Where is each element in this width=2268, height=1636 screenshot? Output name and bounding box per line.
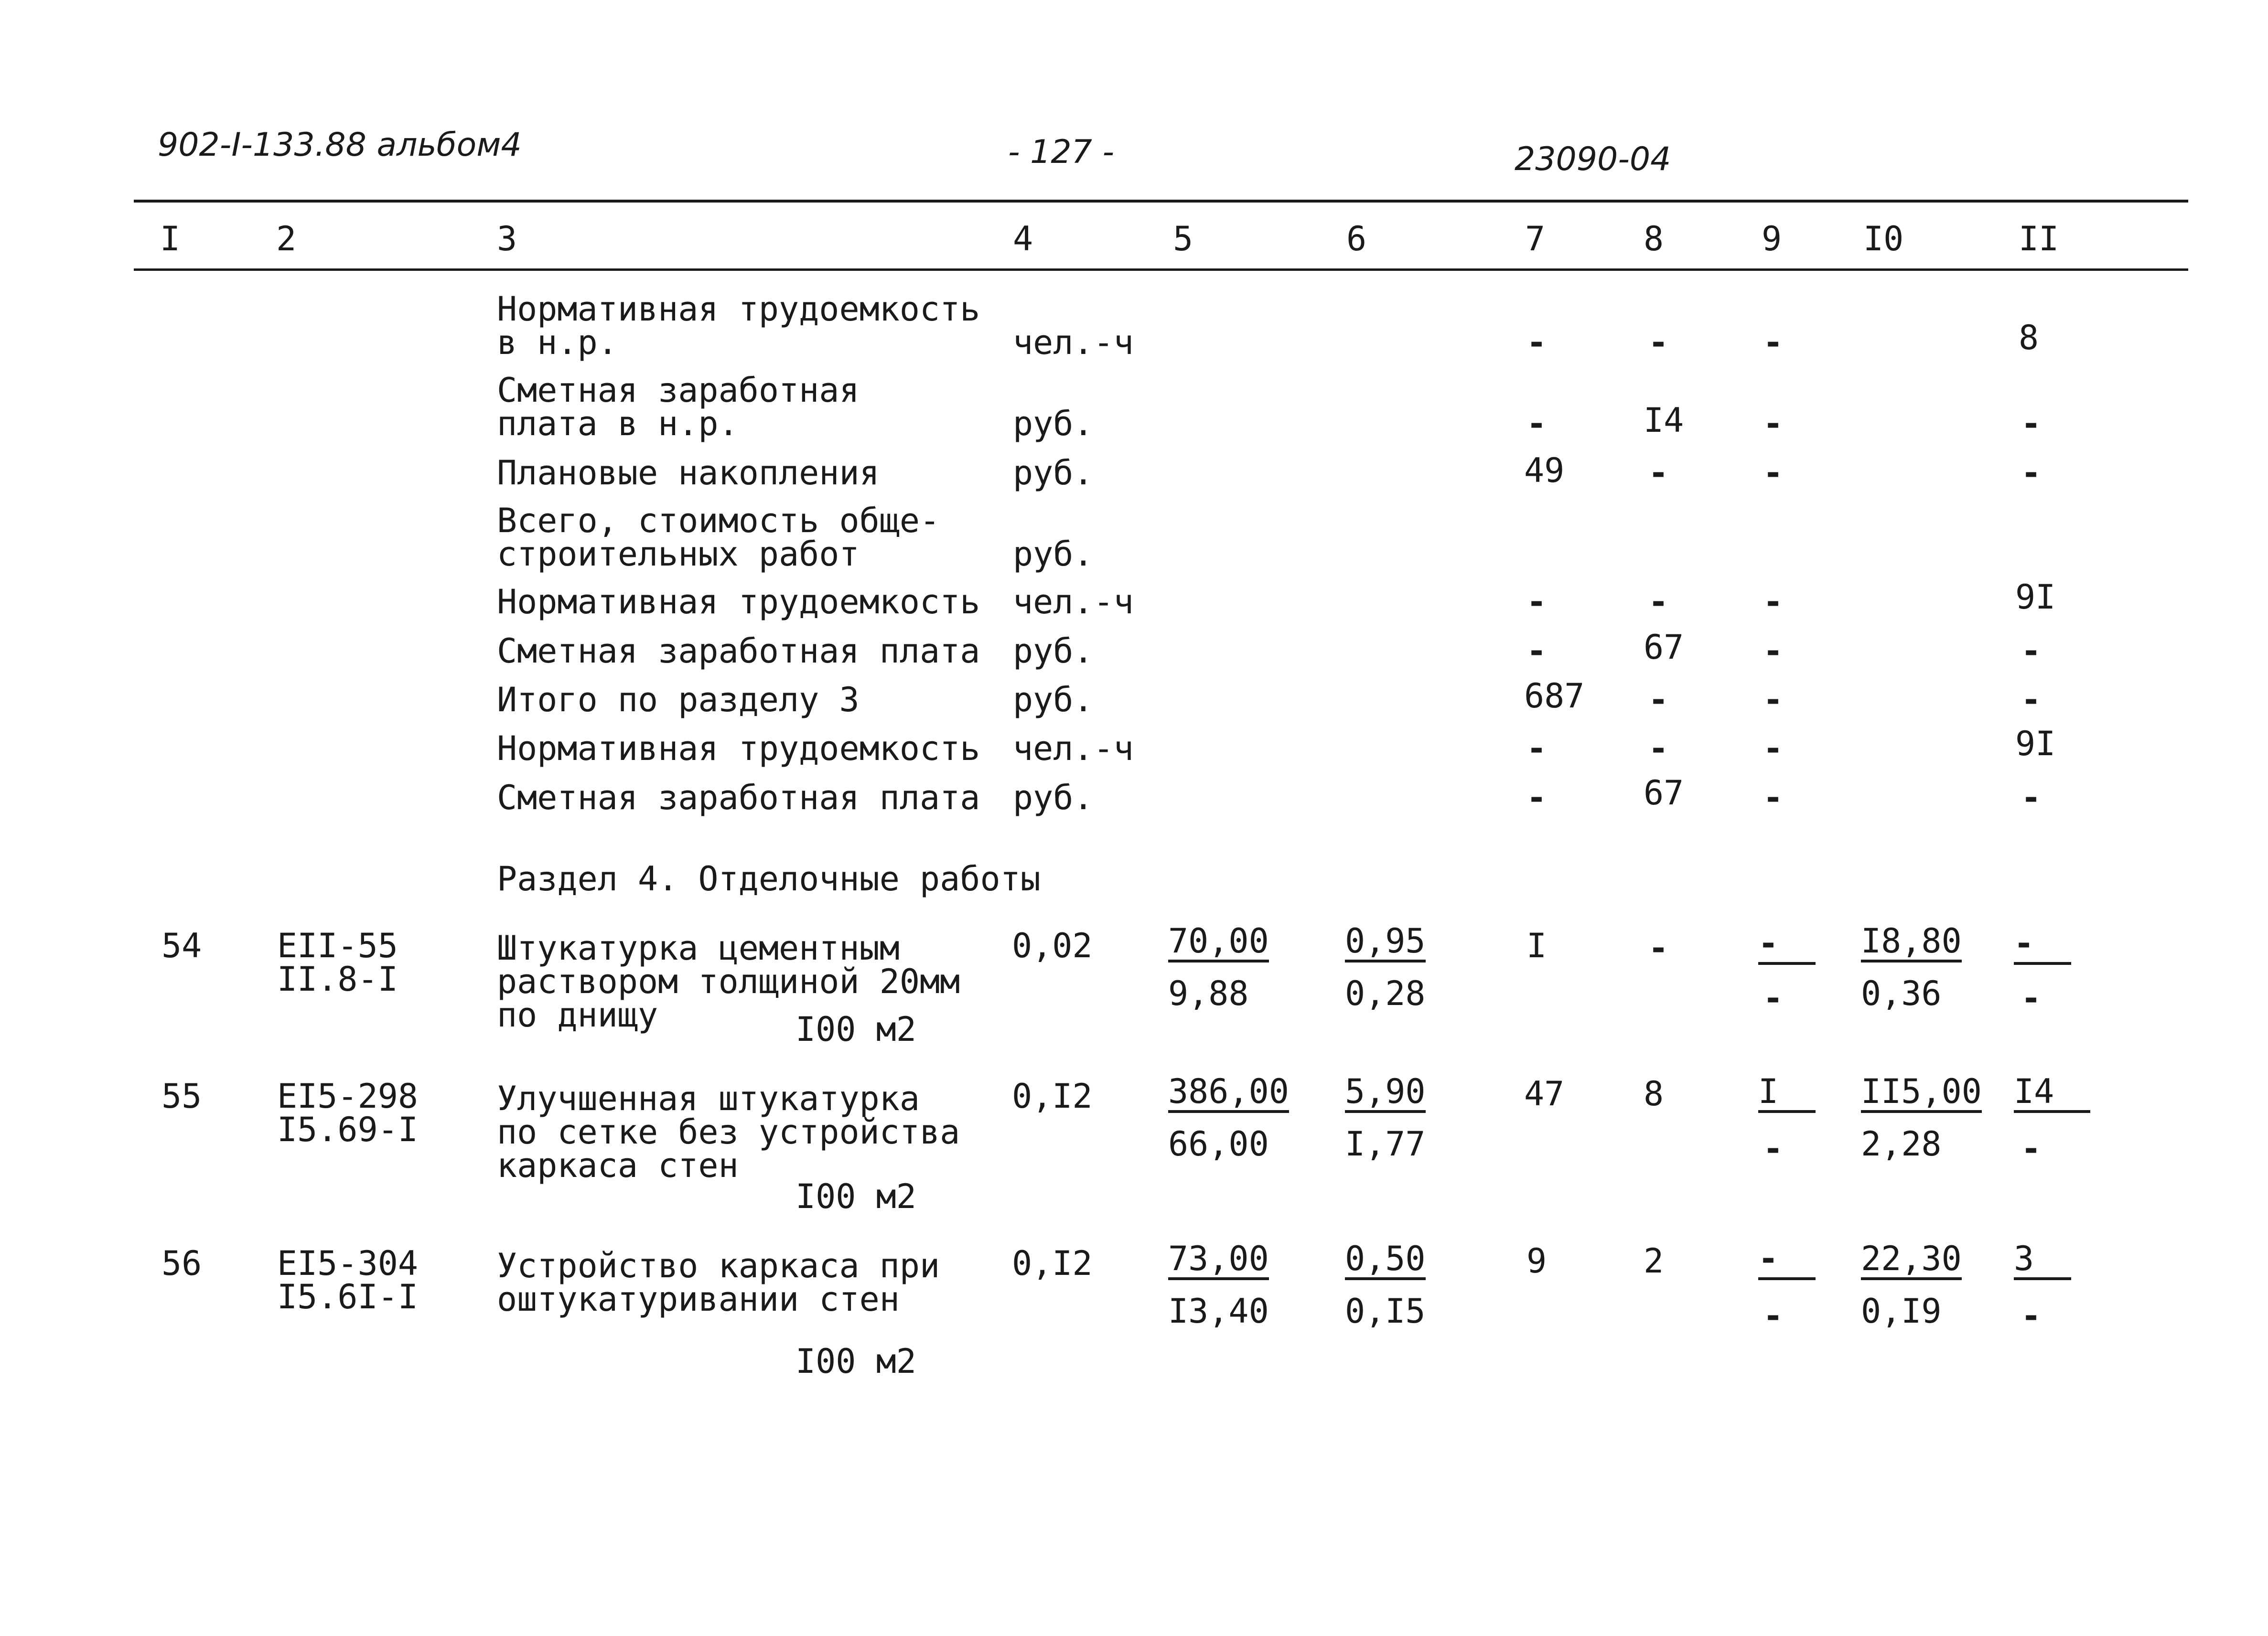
item-col9-bottom: - [1763,1129,1784,1168]
item-description: Устройство каркаса при [497,1246,940,1285]
item-number: 55 [161,1077,202,1116]
doc-code: 902-I-133.88 альбом4 [158,126,522,164]
item-code: EI5-304 [277,1244,419,1283]
item-quantity: 0,I2 [1012,1077,1093,1116]
item-unit: I00 м2 [795,1010,916,1049]
item-col11-bottom: - [2021,979,2042,1018]
summary-label: Нормативная трудоемкость [497,729,980,768]
item-col10-top: 22,30 [1861,1242,1962,1280]
summary-col7: - [1526,404,1547,443]
item-col8: - [1648,929,1669,968]
item-description: по днищу [497,995,658,1035]
item-col10-top: I8,80 [1861,924,1962,962]
summary-unit: руб. [1013,404,1094,443]
item-col11-top: I4 [2014,1075,2090,1113]
item-code: EI5-298 [277,1077,419,1116]
summary-col7: - [1526,778,1547,817]
summary-col11: - [2021,404,2042,443]
summary-col8: I4 [1644,401,1684,440]
summary-col7: - [1526,323,1547,362]
summary-unit: чел.-ч [1013,729,1134,768]
item-col5-bottom: I3,40 [1168,1292,1269,1331]
header-bottom-rule [134,268,2188,271]
item-quantity: 0,I2 [1012,1244,1093,1283]
item-col10-top: II5,00 [1861,1075,1982,1113]
item-col6-top: 0,95 [1345,924,1426,962]
summary-col8: - [1648,680,1669,719]
item-description: оштукатуривании стен [497,1280,900,1319]
summary-label: в н.р. [497,323,618,362]
item-col9-bottom: - [1763,979,1784,1018]
summary-label: Сметная заработная [497,371,860,410]
summary-col9: - [1763,680,1784,719]
item-col6-top: 0,50 [1345,1242,1426,1280]
item-code: II.8-I [277,960,398,999]
item-unit: I00 м2 [795,1342,916,1381]
summary-col11: - [2021,631,2042,671]
summary-col7: 687 [1524,676,1585,716]
summary-col7: - [1526,631,1547,671]
summary-col8: - [1648,453,1669,492]
summary-col9: - [1763,582,1784,621]
page-number: - 127 - [1008,133,1115,171]
summary-label: Итого по разделу 3 [497,680,860,719]
summary-col11: 8 [2019,318,2039,357]
summary-label: Сметная заработная плата [497,778,980,817]
summary-label: плата в н.р. [497,404,739,443]
item-col7: 47 [1524,1074,1565,1113]
col-header: I [160,219,181,258]
summary-col9: - [1763,323,1784,362]
header-top-rule [134,200,2188,203]
summary-col11: 9I [2015,577,2056,617]
summary-col8: - [1648,323,1669,362]
item-code: I5.6I-I [277,1277,419,1316]
summary-col7: 49 [1524,451,1565,490]
item-col9-top: - [1758,1242,1816,1280]
summary-label: Сметная заработная плата [497,631,980,671]
summary-unit: чел.-ч [1013,582,1134,621]
summary-unit: руб. [1013,535,1094,574]
summary-col7: - [1526,582,1547,621]
item-col11-top: 3 [2014,1242,2071,1280]
summary-col8: - [1648,582,1669,621]
item-col6-bottom: 0,28 [1345,974,1426,1013]
item-col10-bottom: 0,I9 [1861,1292,1942,1331]
summary-col9: - [1763,778,1784,817]
item-description: Улучшенная штукатурка [497,1079,920,1118]
item-number: 56 [161,1244,202,1283]
summary-label: Нормативная трудоемкость [497,582,980,621]
item-col9-bottom: - [1763,1296,1784,1336]
item-col9-top: I [1758,1075,1816,1113]
item-col10-bottom: 2,28 [1861,1124,1942,1164]
item-code: I5.69-I [277,1110,419,1149]
col-header: 7 [1525,219,1546,258]
item-col5-bottom: 66,00 [1168,1124,1269,1164]
summary-label: строительных работ [497,535,860,574]
summary-col9: - [1763,453,1784,492]
item-col6-top: 5,90 [1345,1075,1426,1113]
item-description: Штукатурка цементным [497,929,900,968]
section-title: Раздел 4. Отделочные работы [497,859,1041,898]
col-header: 9 [1762,219,1782,258]
item-col11-bottom: - [2021,1129,2042,1168]
item-description: каркаса стен [497,1146,739,1185]
col-header: 8 [1644,219,1664,258]
summary-unit: руб. [1013,631,1094,671]
item-col5-top: 73,00 [1168,1242,1269,1280]
item-quantity: 0,02 [1012,926,1093,965]
item-col7: I [1526,926,1547,965]
summary-label: Нормативная трудоемкость [497,289,980,329]
summary-col11: - [2021,680,2042,719]
item-col11-bottom: - [2021,1296,2042,1336]
col-header: 3 [497,219,517,258]
summary-unit: чел.-ч [1013,323,1134,362]
item-col8: 8 [1644,1074,1664,1113]
item-col5-top: 386,00 [1168,1075,1289,1113]
item-description: по сетке без устройства [497,1112,960,1152]
summary-col9: - [1763,729,1784,768]
item-col9-top: - [1758,927,1816,965]
summary-col7: - [1526,729,1547,768]
col-header: I0 [1863,219,1904,258]
item-col5-top: 70,00 [1168,924,1269,962]
summary-col9: - [1763,404,1784,443]
item-col8: 2 [1644,1241,1664,1281]
item-unit: I00 м2 [795,1177,916,1216]
summary-col11: 9I [2015,724,2056,763]
col-header: 5 [1173,219,1193,258]
summary-unit: руб. [1013,680,1094,719]
project-code: 23090-04 [1515,140,1671,178]
item-code: EII-55 [277,926,398,965]
item-col6-bottom: 0,I5 [1345,1292,1426,1331]
summary-col8: 67 [1644,628,1684,667]
summary-label: Всего, стоимость обще- [497,501,940,540]
item-col6-bottom: I,77 [1345,1124,1426,1164]
summary-col8: 67 [1644,773,1684,813]
col-header: 6 [1346,219,1367,258]
col-header: 4 [1013,219,1033,258]
item-col11-top: - [2014,927,2071,965]
col-header: 2 [276,219,297,258]
item-col10-bottom: 0,36 [1861,974,1942,1013]
summary-col8: - [1648,729,1669,768]
item-number: 54 [161,926,202,965]
item-col7: 9 [1526,1241,1547,1281]
item-col5-bottom: 9,88 [1168,974,1249,1013]
col-header: II [2019,219,2059,258]
summary-col11: - [2021,778,2042,817]
summary-label: Плановые накопления [497,453,880,492]
item-description: раствором толщиной 20мм [497,962,960,1001]
summary-col11: - [2021,453,2042,492]
summary-col9: - [1763,631,1784,671]
summary-unit: руб. [1013,778,1094,817]
summary-unit: руб. [1013,453,1094,492]
